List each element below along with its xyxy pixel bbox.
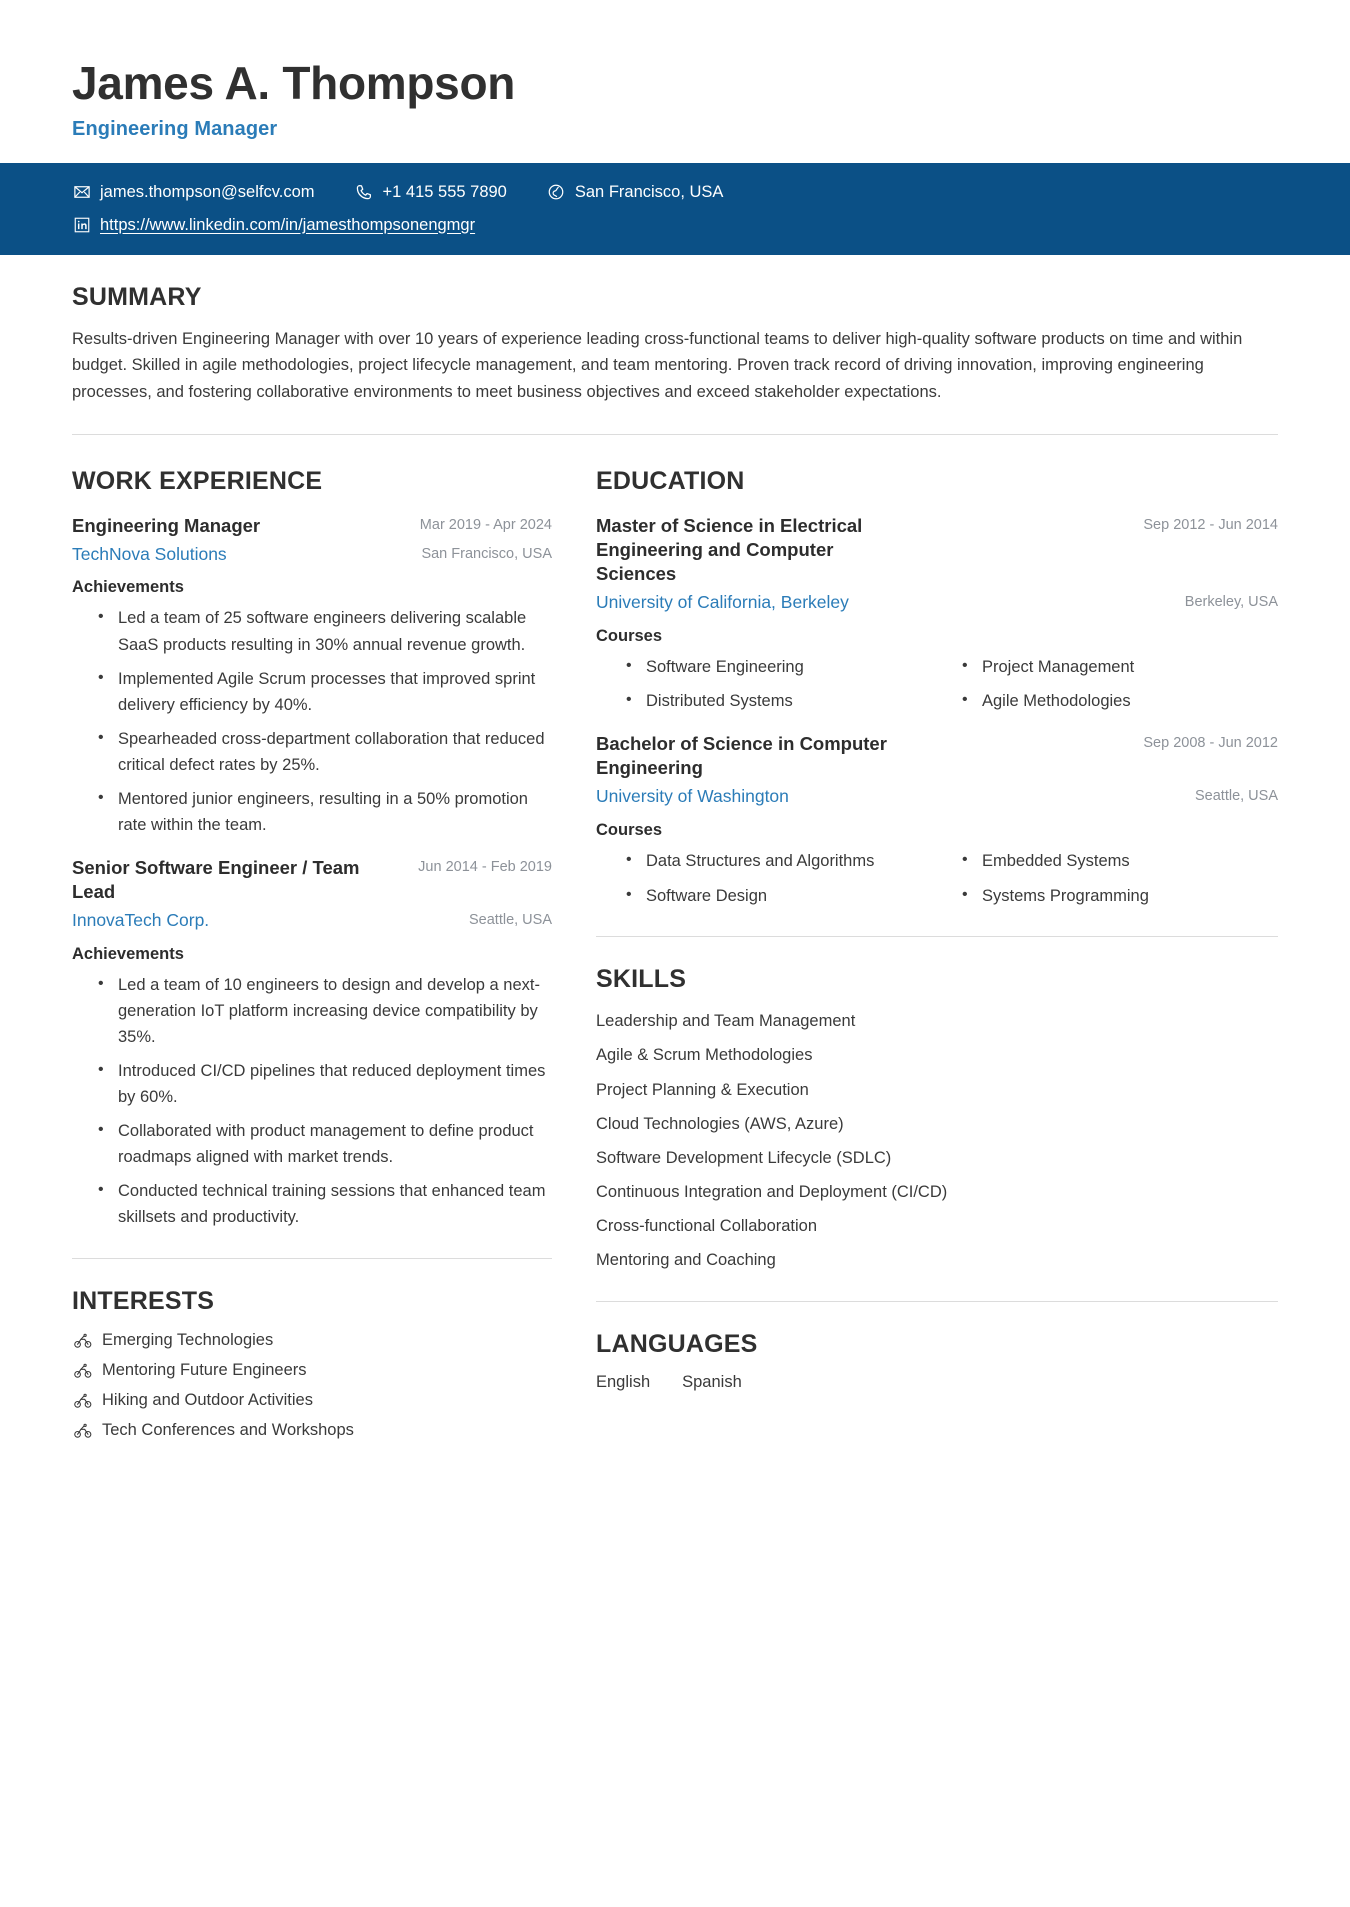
work-achievements-list: [72, 605, 552, 838]
courses-label: Courses: [596, 820, 663, 839]
education-location: Berkeley, USA: [1184, 593, 1278, 610]
bicycle-icon: [72, 1390, 93, 1411]
work-position: Senior Software Engineer / Team Lead: [72, 856, 360, 903]
education-degree: Master of Science in Electrical Engineering and Computer Sciences: [596, 514, 863, 584]
work-entry-subheader: [72, 543, 552, 566]
list-item: Spanish: [682, 1372, 742, 1391]
list-item: Mentoring and Coaching: [596, 1250, 776, 1269]
contact-bar: [0, 163, 1350, 255]
list-item: • Software Design: [624, 884, 942, 909]
list-item: • Project Management: [960, 655, 1278, 680]
contact-row-secondary: [72, 216, 1278, 235]
summary-section: [72, 255, 1278, 406]
work-achievements-list: [72, 972, 552, 1231]
contact-linkedin-text[interactable]: https://www.linkedin.com/in/jamesthompsonengmgr: [100, 215, 476, 234]
globe-icon: [547, 183, 566, 202]
work-company: InnovaTech Corp.: [72, 910, 210, 931]
education-entry: [596, 732, 1278, 908]
contact-email[interactable]: [72, 183, 315, 202]
education-entry-subheader: [596, 785, 1278, 808]
list-item: • Data Structures and Algorithms: [624, 849, 942, 874]
list-item: • Collaborated with product management to define product roadmaps aligned with market trends.: [118, 1118, 552, 1170]
left-column: [72, 439, 552, 1451]
list-item: Cloud Technologies (AWS, Azure): [596, 1114, 844, 1133]
languages-heading: LANGUAGES: [596, 1329, 758, 1358]
interest-label: Mentoring Future Engineers: [102, 1361, 307, 1380]
list-item: • Agile Methodologies: [960, 689, 1278, 714]
interest-label: Hiking and Outdoor Activities: [102, 1391, 313, 1410]
contact-email-text: james.thompson@selfcv.com: [100, 182, 315, 201]
two-column-layout: [72, 435, 1278, 1451]
list-item: • Software Engineering: [624, 655, 942, 680]
work-entry: [72, 856, 552, 1230]
list-item: • Systems Programming: [960, 884, 1278, 909]
skills-section: [596, 937, 1278, 1273]
contact-location-text: San Francisco, USA: [574, 182, 724, 201]
list-item: Cross-functional Collaboration: [596, 1216, 818, 1235]
work-position: Engineering Manager: [72, 514, 261, 536]
courses-label: Courses: [596, 626, 663, 645]
education-entry: [596, 514, 1278, 714]
resume-header: [0, 0, 1350, 163]
list-item: • Distributed Systems: [624, 689, 942, 714]
right-column: [596, 439, 1278, 1392]
education-dates: Sep 2008 - Jun 2012: [1143, 735, 1278, 752]
phone-icon: [355, 183, 374, 202]
list-item: • Conducted technical training sessions that enhanced team skillsets and productivity.: [118, 1178, 552, 1230]
work-entry-header: [72, 856, 552, 904]
education-section: [596, 439, 1278, 909]
education-school: University of California, Berkeley: [596, 591, 849, 612]
languages-list: [596, 1373, 1278, 1392]
list-item: • Mentored junior engineers, resulting in a 50% promotion rate within the team.: [118, 786, 552, 838]
contact-linkedin[interactable]: [72, 216, 475, 235]
work-dates: Mar 2019 - Apr 2024: [419, 516, 552, 533]
achievements-label: Achievements: [72, 944, 184, 963]
work-location: Seattle, USA: [468, 912, 552, 929]
work-entry: [72, 514, 552, 838]
bicycle-icon: [72, 1420, 93, 1441]
interest-label: Tech Conferences and Workshops: [102, 1421, 354, 1440]
list-item: [72, 1390, 552, 1411]
skills-heading: SKILLS: [596, 965, 687, 994]
bicycle-icon: [72, 1360, 93, 1381]
education-entry-subheader: [596, 591, 1278, 614]
work-entry-header: [72, 514, 552, 538]
work-dates: Jun 2014 - Feb 2019: [418, 858, 552, 875]
interests-section: [72, 1259, 552, 1441]
work-company: TechNova Solutions: [72, 543, 227, 564]
summary-heading: SUMMARY: [72, 282, 202, 311]
list-item: [72, 1360, 552, 1381]
list-item: • Embedded Systems: [960, 849, 1278, 874]
courses-grid: [596, 655, 1278, 715]
courses-grid: [596, 849, 1278, 909]
envelope-icon: [72, 183, 91, 202]
list-item: Leadership and Team Management: [596, 1012, 856, 1031]
list-item: [72, 1330, 552, 1351]
work-experience-section: [72, 439, 552, 1231]
work-location: San Francisco, USA: [421, 545, 552, 562]
achievements-label: Achievements: [72, 578, 184, 597]
summary-text: Results-driven Engineering Manager with over 10 years of experience leading cross-functional teams to deliver high-quality software products on time and within budget. Skilled in agile methodologies, project lifecycle management, and team mentoring. Proven track record of driving innovation, improving engineering processes, and fostering collaborative environments to meet business objectives and exceed stakeholder expectations.: [72, 329, 1243, 401]
interest-label: Emerging Technologies: [102, 1331, 274, 1350]
list-item: • Led a team of 25 software engineers delivering scalable SaaS products resulting in 30% annual revenue growth.: [118, 605, 552, 657]
linkedin-icon: [72, 216, 91, 235]
contact-location: [547, 183, 724, 202]
education-entry-header: [596, 732, 1278, 780]
list-item: Software Development Lifecycle (SDLC): [596, 1148, 892, 1167]
candidate-role: Engineering Manager: [72, 117, 278, 140]
contact-row-primary: [72, 183, 1278, 202]
list-item: [72, 1420, 552, 1441]
contact-phone[interactable]: [355, 183, 507, 202]
list-item: • Led a team of 10 engineers to design and develop a next-generation IoT platform increasing device compatibility by 35%.: [118, 972, 552, 1050]
languages-section: [596, 1302, 1278, 1392]
work-entry-subheader: [72, 909, 552, 932]
resume-body: [0, 255, 1350, 1451]
education-dates: Sep 2012 - Jun 2014: [1143, 516, 1278, 533]
list-item: Continuous Integration and Deployment (CI/CD): [596, 1182, 948, 1201]
interests-heading: INTERESTS: [72, 1287, 215, 1316]
work-experience-heading: WORK EXPERIENCE: [72, 466, 323, 495]
list-item: • Introduced CI/CD pipelines that reduced deployment times by 60%.: [118, 1058, 552, 1110]
candidate-name: James A. Thompson: [72, 57, 516, 109]
list-item: • Spearheaded cross-department collaboration that reduced critical defect rates by 25%.: [118, 726, 552, 778]
list-item: Agile & Scrum Methodologies: [596, 1046, 813, 1065]
list-item: English: [596, 1372, 651, 1391]
education-entry-header: [596, 514, 1278, 586]
list-item: • Implemented Agile Scrum processes that improved sprint delivery efficiency by 40%.: [118, 666, 552, 718]
bicycle-icon: [72, 1330, 93, 1351]
education-school: University of Washington: [596, 786, 789, 807]
list-item: Project Planning & Execution: [596, 1080, 809, 1099]
education-location: Seattle, USA: [1194, 788, 1278, 805]
education-heading: EDUCATION: [596, 466, 745, 495]
education-degree: Bachelor of Science in Computer Engineering: [596, 733, 887, 779]
contact-phone-text: +1 415 555 7890: [382, 182, 507, 201]
